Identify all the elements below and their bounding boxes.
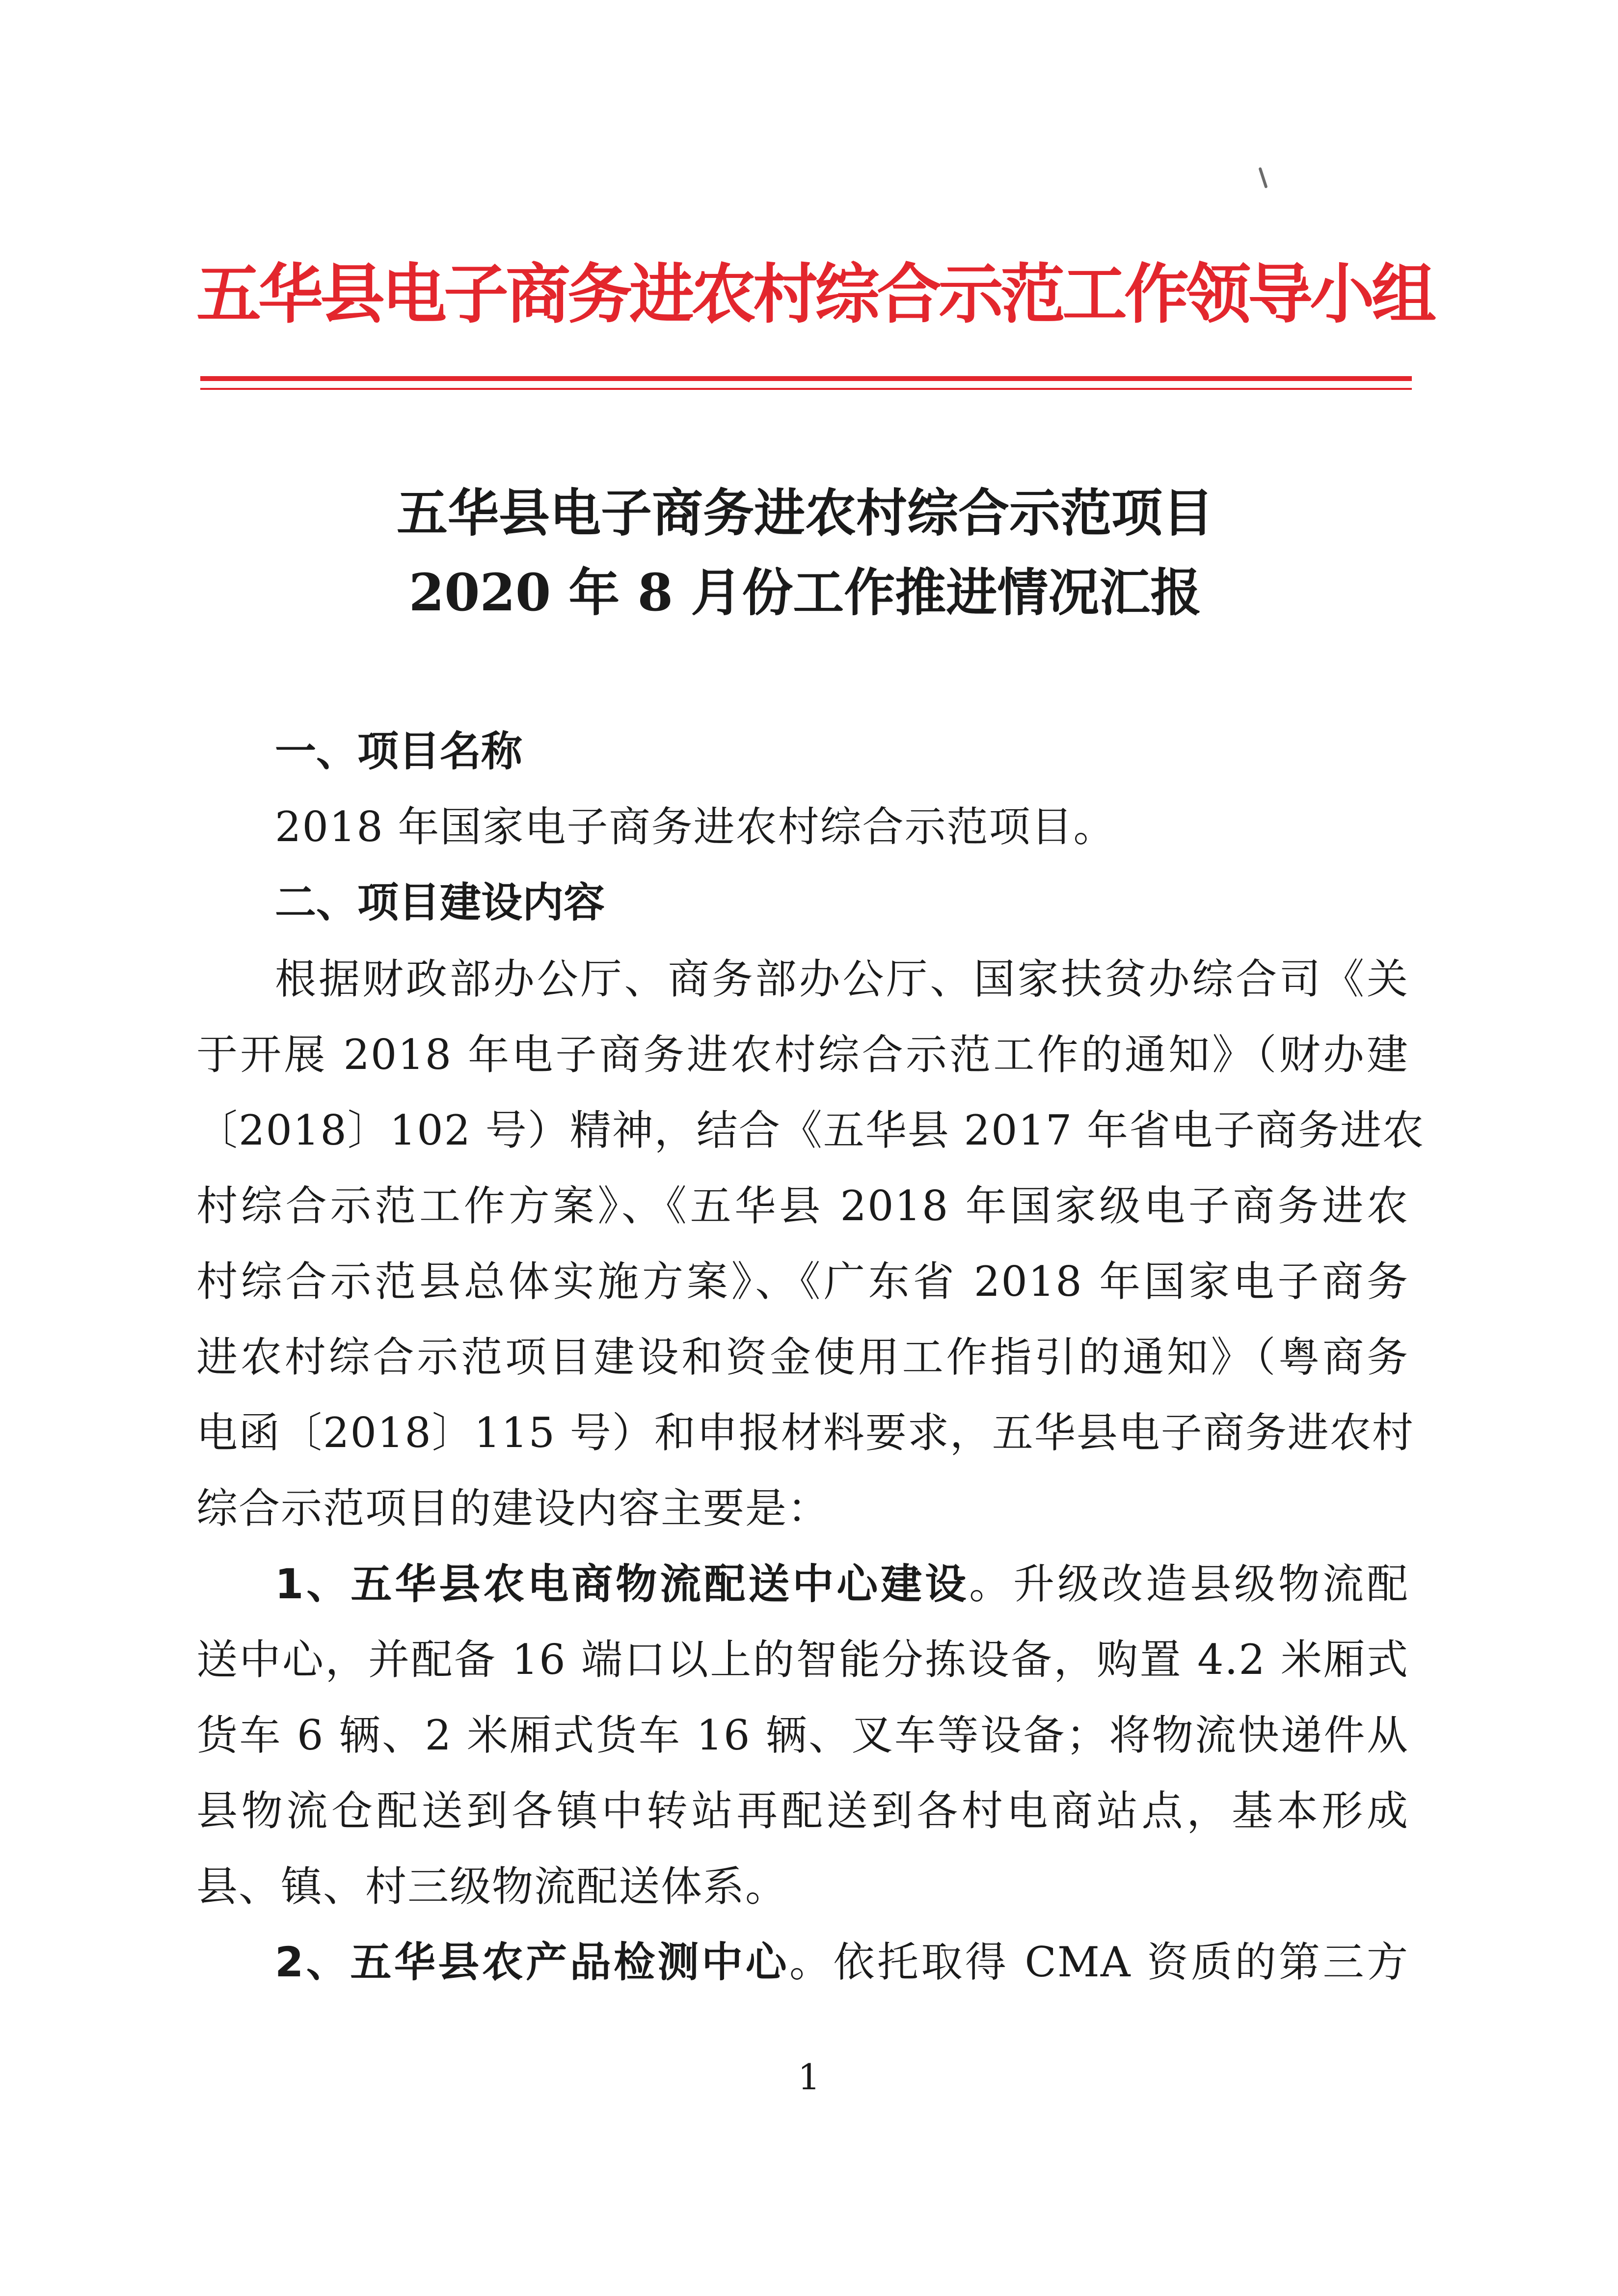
item-1-first-line bbox=[275, 1550, 1409, 1618]
paragraph-line: 于开展 2018 年电子商务进农村综合示范工作的通知》（财办建 bbox=[196, 1031, 1409, 1079]
letterhead-rule-thin bbox=[200, 388, 1412, 390]
item-2-first-line-rest: 。依托取得 CMA 资质的第三方 bbox=[789, 1938, 1409, 1986]
paragraph-line: 进农村综合示范项目建设和资金使用工作指引的通知》（粤商务 bbox=[196, 1333, 1409, 1381]
item-2-label: 2、五华县农产品检测中心 bbox=[275, 1938, 790, 1986]
paragraph-line: 村综合示范工作方案》、《五华县 2018 年国家级电子商务进农 bbox=[196, 1182, 1409, 1230]
item-1-line: 县物流仓配送到各镇中转站再配送到各村电商站点，基本形成 bbox=[196, 1787, 1409, 1835]
page-number: 1 bbox=[798, 2056, 820, 2098]
item-1-label: 1、五华县农电商物流配送中心建设 bbox=[275, 1560, 970, 1608]
document-title-line-2: 2020 年 8 月份工作推进情况汇报 bbox=[408, 562, 1202, 623]
section-heading-construction-content: 二、项目建设内容 bbox=[275, 878, 605, 927]
paragraph-line: 综合示范项目的建设内容主要是： bbox=[196, 1484, 830, 1532]
scan-speck bbox=[1258, 167, 1267, 189]
item-1-line: 货车 6 辆、2 米厢式货车 16 辆、叉车等设备；将物流快递件从 bbox=[196, 1711, 1409, 1759]
project-name-text: 2018 年国家电子商务进农村综合示范项目。 bbox=[275, 803, 1116, 851]
item-2-first-line bbox=[275, 1928, 1409, 1996]
paragraph-line: 〔2018〕102 号）精神，结合《五华县 2017 年省电子商务进农 bbox=[196, 1106, 1425, 1154]
paragraph-line: 村综合示范县总体实施方案》、《广东省 2018 年国家电子商务 bbox=[196, 1257, 1409, 1306]
paragraph-line: 电函〔2018〕115 号）和申报材料要求，五华县电子商务进农村 bbox=[196, 1409, 1414, 1457]
item-1-line: 送中心，并配备 16 端口以上的智能分拣设备，购置 4.2 米厢式 bbox=[196, 1636, 1409, 1684]
section-heading-project-name: 一、项目名称 bbox=[275, 727, 523, 775]
letterhead-org-name: 五华县电子商务进农村综合示范工作领导小组 bbox=[196, 257, 1433, 332]
item-1-first-line-rest: 。升级改造县级物流配 bbox=[969, 1560, 1409, 1608]
paragraph-line: 根据财政部办公厅、商务部办公厅、国家扶贫办综合司《关 bbox=[275, 955, 1409, 1003]
letterhead-rule-thick bbox=[200, 376, 1412, 381]
item-1-line: 县、镇、村三级物流配送体系。 bbox=[196, 1862, 788, 1911]
document-title-line-1: 五华县电子商务进农村综合示范项目 bbox=[396, 483, 1214, 543]
